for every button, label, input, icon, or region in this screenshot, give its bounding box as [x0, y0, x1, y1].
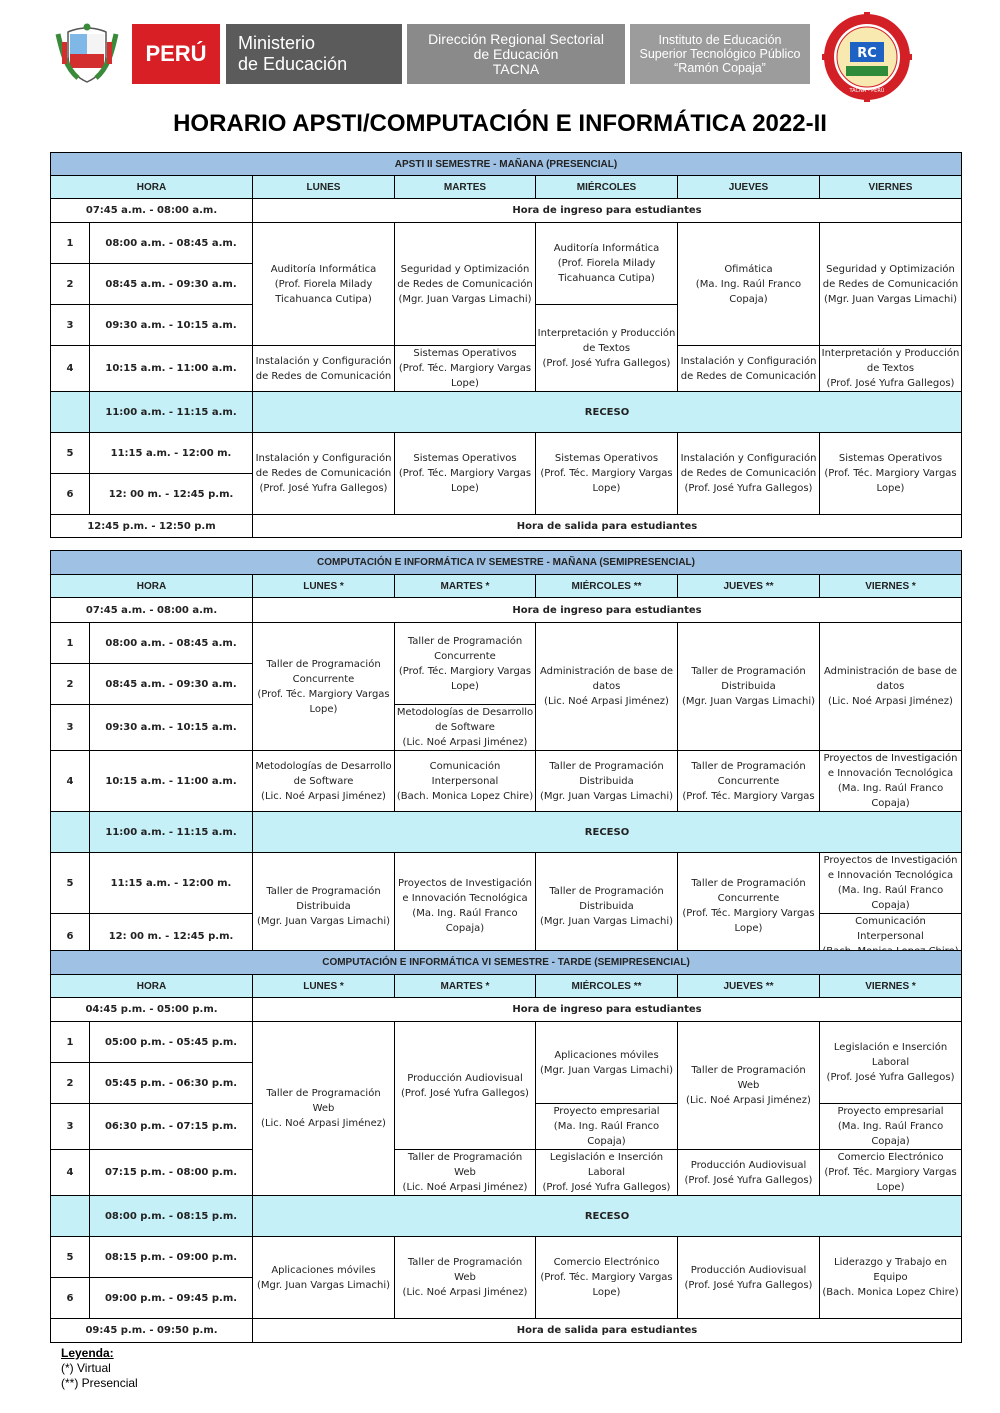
slot-time: 05:00 p.m. - 05:45 p.m.: [90, 1022, 253, 1063]
class-cell: Interpretación y Producción de Textos (Prof. José Yufra Gallegos): [820, 346, 962, 392]
recess-label: RECESO: [253, 1196, 962, 1237]
class-cell: Instalación y Configuración de Redes de Comunicación (Prof. José Yufra Gallegos): [678, 433, 820, 515]
slot-number: 6: [51, 914, 90, 960]
slot-number-empty: [51, 392, 90, 433]
dre-line2: de Educación: [473, 45, 559, 62]
day-header-thursday: JUEVES **: [678, 975, 820, 998]
recess-time: 08:00 p.m. - 08:15 p.m.: [90, 1196, 253, 1237]
slot-number: 4: [51, 751, 90, 812]
class-cell: Taller de Programación Distribuida (Mgr. Juan Vargas Limachi): [253, 853, 395, 960]
hora-header: HORA: [51, 975, 253, 998]
exit-note: Hora de salida para estudiantes: [253, 1319, 962, 1343]
class-cell: Administración de base de datos (Lic. Noé Arpasi Jiménez): [536, 623, 678, 751]
exit-time: 12:45 p.m. - 12:50 p.m: [51, 515, 253, 538]
recess-time: 11:00 a.m. - 11:15 a.m.: [90, 392, 253, 433]
hora-header: HORA: [51, 176, 253, 199]
class-cell: Proyecto empresarial (Ma. Ing. Raúl Franco Copaja): [820, 1104, 962, 1150]
slot-time: 08:45 a.m. - 09:30 a.m.: [90, 264, 253, 305]
slot-number: 1: [51, 1022, 90, 1063]
class-cell: Interpretación y Producción de Textos (Prof. José Yufra Gallegos): [536, 305, 678, 392]
slot-number: 2: [51, 664, 90, 705]
day-header-wednesday: MIÉRCOLES **: [536, 575, 678, 598]
page-title: HORARIO APSTI/COMPUTACIÓN E INFORMÁTICA 2022-II: [173, 110, 827, 137]
slot-time: 05:45 p.m. - 06:30 p.m.: [90, 1063, 253, 1104]
slot-number: 4: [51, 346, 90, 392]
legend-presencial: (**) Presencial: [61, 1376, 138, 1390]
schedule-table-ci-vi: [50, 950, 962, 1343]
class-cell: Sistemas Operativos (Prof. Téc. Margiory Vargas Lope): [395, 433, 536, 515]
slot-number: 1: [51, 623, 90, 664]
slot-time: 12: 00 m. - 12:45 p.m.: [90, 914, 253, 960]
class-cell: Producción Audiovisual (Prof. José Yufra Gallegos): [678, 1237, 820, 1319]
slot-time: 07:15 p.m. - 08:00 p.m.: [90, 1150, 253, 1196]
class-cell: Taller de Programación Distribuida (Mgr. Juan Vargas Limachi): [678, 623, 820, 751]
slot-number: 6: [51, 474, 90, 515]
day-header-friday: VIERNES *: [820, 975, 962, 998]
day-header-friday: VIERNES *: [820, 575, 962, 598]
slot-time: 11:15 a.m. - 12:00 m.: [90, 433, 253, 474]
exit-time: 09:45 p.m. - 09:50 p.m.: [51, 1319, 253, 1343]
class-cell: Sistemas Operativos (Prof. Téc. Margiory Vargas Lope): [395, 346, 536, 392]
institute-line1: Instituto de Educación: [658, 33, 782, 47]
dre-line1: Dirección Regional Sectorial: [428, 30, 604, 47]
class-cell: Legislación e Inserción Laboral (Prof. José Yufra Gallegos): [536, 1150, 678, 1196]
institute-seal-icon: [822, 12, 912, 102]
class-cell: Proyectos de Investigación e Innovación Tecnológica (Ma. Ing. Raúl Franco Copaja): [820, 751, 962, 812]
day-header-tuesday: MARTES: [395, 176, 536, 199]
slot-time: 10:15 a.m. - 11:00 a.m.: [90, 346, 253, 392]
class-cell: Comunicación Interpersonal (Bach. Monica Lopez Chire): [395, 751, 536, 812]
class-cell: Taller de Programación Web (Lic. Noé Arpasi Jiménez): [395, 1150, 536, 1196]
class-cell: Comercio Electrónico (Prof. Téc. Margiory Vargas Lope): [536, 1237, 678, 1319]
legend-heading: Leyenda:: [61, 1346, 114, 1360]
day-header-wednesday: MIÉRCOLES: [536, 176, 678, 199]
schedule-table-ci-iv: [50, 550, 962, 984]
slot-number: 3: [51, 305, 90, 346]
slot-time: 08:15 p.m. - 09:00 p.m.: [90, 1237, 253, 1278]
section-title: APSTI II SEMESTRE - MAÑANA (PRESENCIAL): [51, 153, 962, 176]
day-header-monday: LUNES *: [253, 975, 395, 998]
class-cell: Producción Audiovisual (Prof. José Yufra Gallegos): [678, 1150, 820, 1196]
class-cell: Proyecto empresarial (Ma. Ing. Raúl Franco Copaja): [536, 1104, 678, 1150]
slot-time: 09:30 a.m. - 10:15 a.m.: [90, 305, 253, 346]
entry-time: 07:45 a.m. - 08:00 a.m.: [51, 199, 253, 223]
class-cell: Taller de Programación Distribuida (Mgr. Juan Vargas Limachi): [536, 853, 678, 960]
slot-time: 08:00 a.m. - 08:45 a.m.: [90, 623, 253, 664]
class-cell: Taller de Programación Distribuida (Mgr. Juan Vargas Limachi): [536, 751, 678, 812]
slot-time: 08:45 a.m. - 09:30 a.m.: [90, 664, 253, 705]
slot-number: 2: [51, 264, 90, 305]
class-cell: Taller de Programación Web (Lic. Noé Arpasi Jiménez): [253, 1022, 395, 1196]
slot-number-empty: [51, 812, 90, 853]
slot-time: 10:15 a.m. - 11:00 a.m.: [90, 751, 253, 812]
class-cell: Taller de Programación Concurrente (Prof. Téc. Margiory Vargas Lope): [253, 623, 395, 751]
ministry-logo: [226, 24, 402, 84]
entry-time: 07:45 a.m. - 08:00 a.m.: [51, 598, 253, 623]
slot-time: 09:30 a.m. - 10:15 a.m.: [90, 705, 253, 751]
class-cell: Instalación y Configuración de Redes de Comunicación: [678, 346, 820, 392]
institute-line3: “Ramón Copaja”: [674, 61, 766, 75]
class-cell: Comercio Electrónico (Prof. Téc. Margiory Vargas Lope): [820, 1150, 962, 1196]
slot-time: 11:15 a.m. - 12:00 m.: [90, 853, 253, 914]
day-header-monday: LUNES *: [253, 575, 395, 598]
class-cell: Seguridad y Optimización de Redes de Comunicación (Mgr. Juan Vargas Limachi): [820, 223, 962, 346]
dre-logo: [407, 24, 625, 84]
class-cell: Metodologías de Desarrollo de Software (Lic. Noé Arpasi Jiménez): [395, 705, 536, 751]
slot-number-empty: [51, 1196, 90, 1237]
slot-number: 5: [51, 433, 90, 474]
class-cell: Aplicaciones móviles (Mgr. Juan Vargas Limachi): [536, 1022, 678, 1104]
class-cell: Taller de Programación Web (Lic. Noé Arpasi Jiménez): [395, 1237, 536, 1319]
day-header-thursday: JUEVES **: [678, 575, 820, 598]
legend: [61, 1346, 138, 1391]
slot-number: 6: [51, 1278, 90, 1319]
day-header-wednesday: MIÉRCOLES **: [536, 975, 678, 998]
class-cell: Taller de Programación Concurrente (Prof. Téc. Margiory Vargas: [678, 751, 820, 812]
exit-note: Hora de salida para estudiantes: [253, 515, 962, 538]
institute-line2: Superior Tecnológico Público: [639, 47, 801, 61]
class-cell: Instalación y Configuración de Redes de Comunicación (Prof. José Yufra Gallegos): [253, 433, 395, 515]
slot-number: 5: [51, 853, 90, 914]
schedule-table-apsti-ii: [50, 152, 962, 538]
day-header-monday: LUNES: [253, 176, 395, 199]
day-header-friday: VIERNES: [820, 176, 962, 199]
class-cell: Liderazgo y Trabajo en Equipo (Bach. Monica Lopez Chire): [820, 1237, 962, 1319]
class-cell: Metodologías de Desarrollo de Software (Lic. Noé Arpasi Jiménez): [253, 751, 395, 812]
slot-time: 12: 00 m. - 12:45 p.m.: [90, 474, 253, 515]
institute-logo: [630, 24, 810, 84]
section-title: COMPUTACIÓN E INFORMÁTICA VI SEMESTRE - TARDE (SEMIPRESENCIAL): [51, 951, 962, 975]
slot-number: 5: [51, 1237, 90, 1278]
class-cell: Seguridad y Optimización de Redes de Comunicación (Mgr. Juan Vargas Limachi): [395, 223, 536, 346]
slot-number: 3: [51, 1104, 90, 1150]
class-cell: Auditoría Informática (Prof. Fiorela Milady Ticahuanca Cutipa): [253, 223, 395, 346]
seal-text: RC: [857, 46, 877, 61]
class-cell: Proyectos de Investigación e Innovación Tecnológica (Ma. Ing. Raúl Franco Copaja): [395, 853, 536, 960]
ministry-line1: Ministerio: [238, 33, 316, 53]
slot-time: 08:00 a.m. - 08:45 a.m.: [90, 223, 253, 264]
class-cell: Aplicaciones móviles (Mgr. Juan Vargas Limachi): [253, 1237, 395, 1319]
dre-line3: TACNA: [492, 60, 540, 77]
class-cell: Proyectos de Investigación e Innovación Tecnológica (Ma. Ing. Raúl Franco Copaja): [820, 853, 962, 914]
class-cell: Comunicación Interpersonal: [820, 914, 962, 960]
entry-note: Hora de ingreso para estudiantes: [253, 998, 962, 1022]
ministry-line2: de Educación: [238, 54, 348, 74]
class-cell: Administración de base de datos (Lic. Noé Arpasi Jiménez): [820, 623, 962, 751]
section-title: COMPUTACIÓN E INFORMÁTICA IV SEMESTRE - MAÑANA (SEMIPRESENCIAL): [51, 551, 962, 575]
class-cell: Auditoría Informática (Prof. Fiorela Milady Ticahuanca Cutipa): [536, 223, 678, 305]
class-cell: Ofimática (Ma. Ing. Raúl Franco Copaja): [678, 223, 820, 346]
slot-time: 06:30 p.m. - 07:15 p.m.: [90, 1104, 253, 1150]
entry-note: Hora de ingreso para estudiantes: [253, 199, 962, 223]
class-cell: Producción Audiovisual (Prof. José Yufra Gallegos): [395, 1022, 536, 1150]
seal-footer: TACNA - PERÚ: [849, 88, 885, 94]
recess-label: RECESO: [253, 392, 962, 433]
day-header-tuesday: MARTES *: [395, 975, 536, 998]
peru-label: PERÚ: [145, 41, 207, 66]
class-cell: Legislación e Inserción Laboral (Prof. José Yufra Gallegos): [820, 1022, 962, 1104]
peru-logo: [132, 24, 220, 84]
day-header-thursday: JUEVES: [678, 176, 820, 199]
recess-time: 11:00 a.m. - 11:15 a.m.: [90, 812, 253, 853]
slot-number: 1: [51, 223, 90, 264]
class-cell: Instalación y Configuración de Redes de Comunicación: [253, 346, 395, 392]
class-cell: Taller de Programación Concurrente (Prof. Téc. Margiory Vargas Lope): [678, 853, 820, 960]
class-cell: Taller de Programación Web (Lic. Noé Arpasi Jiménez): [678, 1022, 820, 1150]
entry-time: 04:45 p.m. - 05:00 p.m.: [51, 998, 253, 1022]
legend-virtual: (*) Virtual: [61, 1361, 111, 1375]
class-cell: Taller de Programación Concurrente (Prof. Téc. Margiory Vargas Lope): [395, 623, 536, 705]
slot-number: 2: [51, 1063, 90, 1104]
entry-note: Hora de ingreso para estudiantes: [253, 598, 962, 623]
recess-label: RECESO: [253, 812, 962, 853]
class-cell: Sistemas Operativos (Prof. Téc. Margiory Vargas Lope): [820, 433, 962, 515]
peru-coat-of-arms-icon: [54, 22, 120, 84]
slot-time: 09:00 p.m. - 09:45 p.m.: [90, 1278, 253, 1319]
slot-number: 3: [51, 705, 90, 751]
day-header-tuesday: MARTES *: [395, 575, 536, 598]
slot-number: 4: [51, 1150, 90, 1196]
hora-header: HORA: [51, 575, 253, 598]
class-cell: Sistemas Operativos (Prof. Téc. Margiory Vargas Lope): [536, 433, 678, 515]
